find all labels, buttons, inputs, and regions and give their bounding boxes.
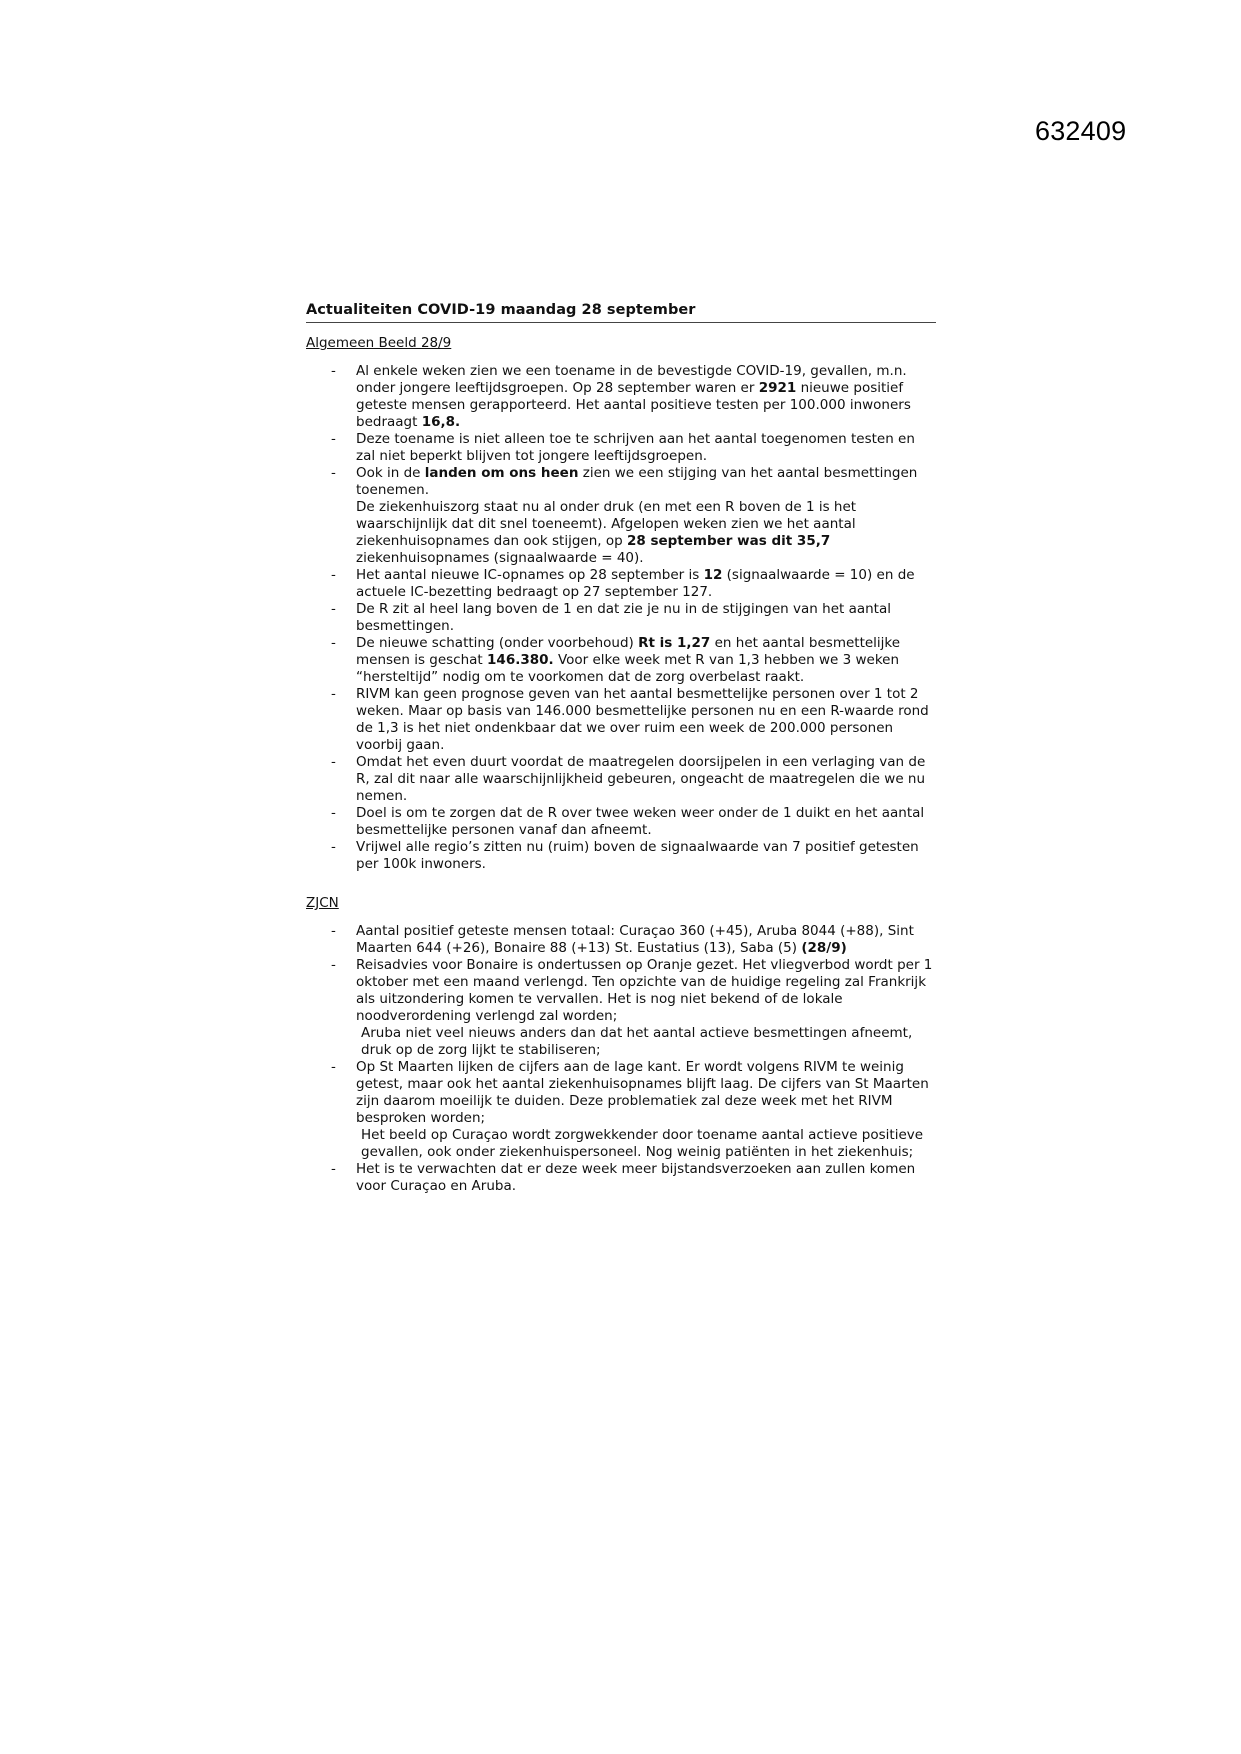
text-run: De ziekenhuiszorg staat nu al onder druk (en met een R boven de 1 is het waarschijnlijk dat dit snel toeneemt). Afgelopen weken zien we het aantal ziekenhuisopnames dan ook stijgen, op — [356, 499, 857, 549]
text-run: Het aantal nieuwe IC-opnames op 28 september is — [356, 567, 704, 583]
document-number: 632409 — [1035, 116, 1127, 146]
item-text — [356, 431, 915, 464]
bullet-dash: - — [331, 923, 336, 939]
bullet-dash: - — [331, 601, 336, 617]
list-item — [306, 499, 936, 567]
list-item — [306, 805, 936, 839]
list-item — [306, 957, 936, 1059]
item-text — [356, 635, 900, 685]
text-run: zien we een stijging van het aantal besmettingen toenemen. — [356, 465, 918, 498]
text-run: ziekenhuisopnames (signaalwaarde = 40). — [356, 550, 644, 566]
item-text — [356, 805, 924, 838]
item-text — [356, 754, 925, 804]
text-run: nieuwe positief geteste mensen gerapporteerd. Het aantal positieve testen per 100.000 inwoners bedraagt — [356, 380, 911, 430]
text-run: Omdat het even duurt voordat de maatregelen doorsijpelen in een verlaging van de R, zal dit naar alle waarschijnlijkheid gebeuren, ongeacht de maatregelen die we nu nemen. — [356, 754, 926, 804]
item-text — [356, 839, 919, 872]
item-text — [356, 465, 917, 498]
section-zjcn — [306, 895, 936, 1195]
bold-text: (28/9) — [801, 940, 847, 956]
list-item — [306, 686, 936, 754]
item-text — [356, 499, 856, 566]
section-heading-zjcn: ZJCN — [306, 895, 339, 911]
list-item — [306, 465, 936, 499]
list-item — [306, 601, 936, 635]
item-text — [356, 923, 914, 956]
text-run: De nieuwe schatting (onder voorbehoud) — [356, 635, 639, 651]
bold-text: 16,8. — [421, 414, 461, 430]
list-item — [306, 839, 936, 873]
bold-text: Rt is 1,27 — [638, 635, 711, 651]
text-run: Aantal positief geteste mensen totaal: Curaçao 360 (+45), Aruba 8044 (+88), Sint Maarten 644 (+26), Bonaire 88 (+13) St. Eustatius (13), Saba (5) — [356, 923, 914, 956]
list-item — [306, 431, 936, 465]
bullet-dash: - — [331, 431, 336, 447]
text-run: en het aantal besmettelijke mensen is geschat — [356, 635, 901, 668]
bullet-list-zjcn — [306, 923, 936, 1195]
item-continuation: Het beeld op Curaçao wordt zorgwekkender door toename aantal actieve positieve gevallen, ook onder ziekenhuispersoneel. Nog weinig patiënten in het ziekenhuis; — [361, 1127, 924, 1160]
text-run: Voor elke week met R van 1,3 hebben we 3 weken “hersteltijd” nodig om te voorkomen dat de zorg overbelast raakt. — [356, 652, 900, 685]
bullet-dash: - — [331, 363, 336, 379]
list-item — [306, 363, 936, 431]
bullet-dash: - — [331, 957, 336, 973]
bullet-dash: - — [331, 635, 336, 651]
text-run: Al enkele weken zien we een toename in de bevestigde COVID-19, gevallen, m.n. onder jongere leeftijdsgroepen. Op 28 september waren er — [356, 363, 907, 396]
text-run: Ook in de — [356, 465, 425, 481]
page-content — [306, 302, 936, 1195]
bullet-dash: - — [331, 1059, 336, 1075]
list-item — [306, 754, 936, 805]
text-run: Reisadvies voor Bonaire is ondertussen op Oranje gezet. Het vliegverbod wordt per 1 oktober met een maand verlengd. Ten opzichte van de huidige regeling zal Frankrijk als uitzondering komen te vervallen. Het is nog niet bekend of de lokale noodverordening verlengd zal worden; — [356, 957, 933, 1024]
list-item — [306, 635, 936, 686]
text-run: (signaalwaarde = 10) en de actuele IC-bezetting bedraagt op 27 september 127. — [356, 567, 915, 600]
bullet-dash: - — [331, 686, 336, 702]
item-text — [356, 363, 911, 430]
bullet-dash: - — [331, 754, 336, 770]
item-text — [356, 686, 929, 753]
text-run: RIVM kan geen prognose geven van het aantal besmettelijke personen over 1 tot 2 weken. Maar op basis van 146.000 besmettelijke personen nu en een R-waarde rond de 1,3 is het niet ondenkbaar dat we over ruim een week de 200.000 personen voorbij gaan. — [356, 686, 929, 753]
item-text — [356, 601, 891, 634]
list-item — [306, 923, 936, 957]
text-run: Vrijwel alle regio’s zitten nu (ruim) boven de signaalwaarde van 7 positief getesten per 100k inwoners. — [356, 839, 919, 872]
bold-text: landen om ons heen — [424, 465, 579, 481]
text-run: Deze toename is niet alleen toe te schrijven aan het aantal toegenomen testen en zal niet beperkt blijven tot jongere leeftijdsgroepen. — [356, 431, 915, 464]
bullet-list-general — [306, 363, 936, 873]
document-title: Actualiteiten COVID-19 maandag 28 september — [306, 302, 936, 323]
item-text — [356, 1059, 929, 1126]
item-text — [356, 567, 915, 600]
bold-text: 2921 — [758, 380, 797, 396]
bold-text: 146.380. — [487, 652, 554, 668]
item-continuation: Aruba niet veel nieuws anders dan dat het aantal actieve besmettingen afneemt, druk op de zorg lijkt te stabiliseren; — [361, 1025, 913, 1058]
section-general — [306, 335, 936, 873]
text-run: Doel is om te zorgen dat de R over twee weken weer onder de 1 duikt en het aantal besmettelijke personen vanaf dan afneemt. — [356, 805, 925, 838]
bullet-dash: - — [331, 465, 336, 481]
list-item — [306, 567, 936, 601]
item-text — [356, 957, 932, 1024]
bullet-dash: - — [331, 805, 336, 821]
list-item — [306, 1059, 936, 1161]
list-item — [306, 1161, 936, 1195]
section-heading-general: Algemeen Beeld 28/9 — [306, 335, 452, 351]
bold-text: 12 — [703, 567, 723, 583]
text-run: Het is te verwachten dat er deze week meer bijstandsverzoeken aan zullen komen voor Curaçao en Aruba. — [356, 1161, 916, 1194]
bullet-dash: - — [331, 567, 336, 583]
text-run: De R zit al heel lang boven de 1 en dat zie je nu in de stijgingen van het aantal besmettingen. — [356, 601, 891, 634]
bullet-dash: - — [331, 839, 336, 855]
text-run: Op St Maarten lijken de cijfers aan de lage kant. Er wordt volgens RIVM te weinig getest, maar ook het aantal ziekenhuisopnames blijft laag. De cijfers van St Maarten zijn daarom moeilijk te duiden. Deze problematiek zal deze week met het RIVM besproken worden; — [356, 1059, 929, 1126]
bold-text: 28 september was dit 35,7 — [626, 533, 831, 549]
item-text — [356, 1161, 915, 1194]
bullet-dash: - — [331, 1161, 336, 1177]
